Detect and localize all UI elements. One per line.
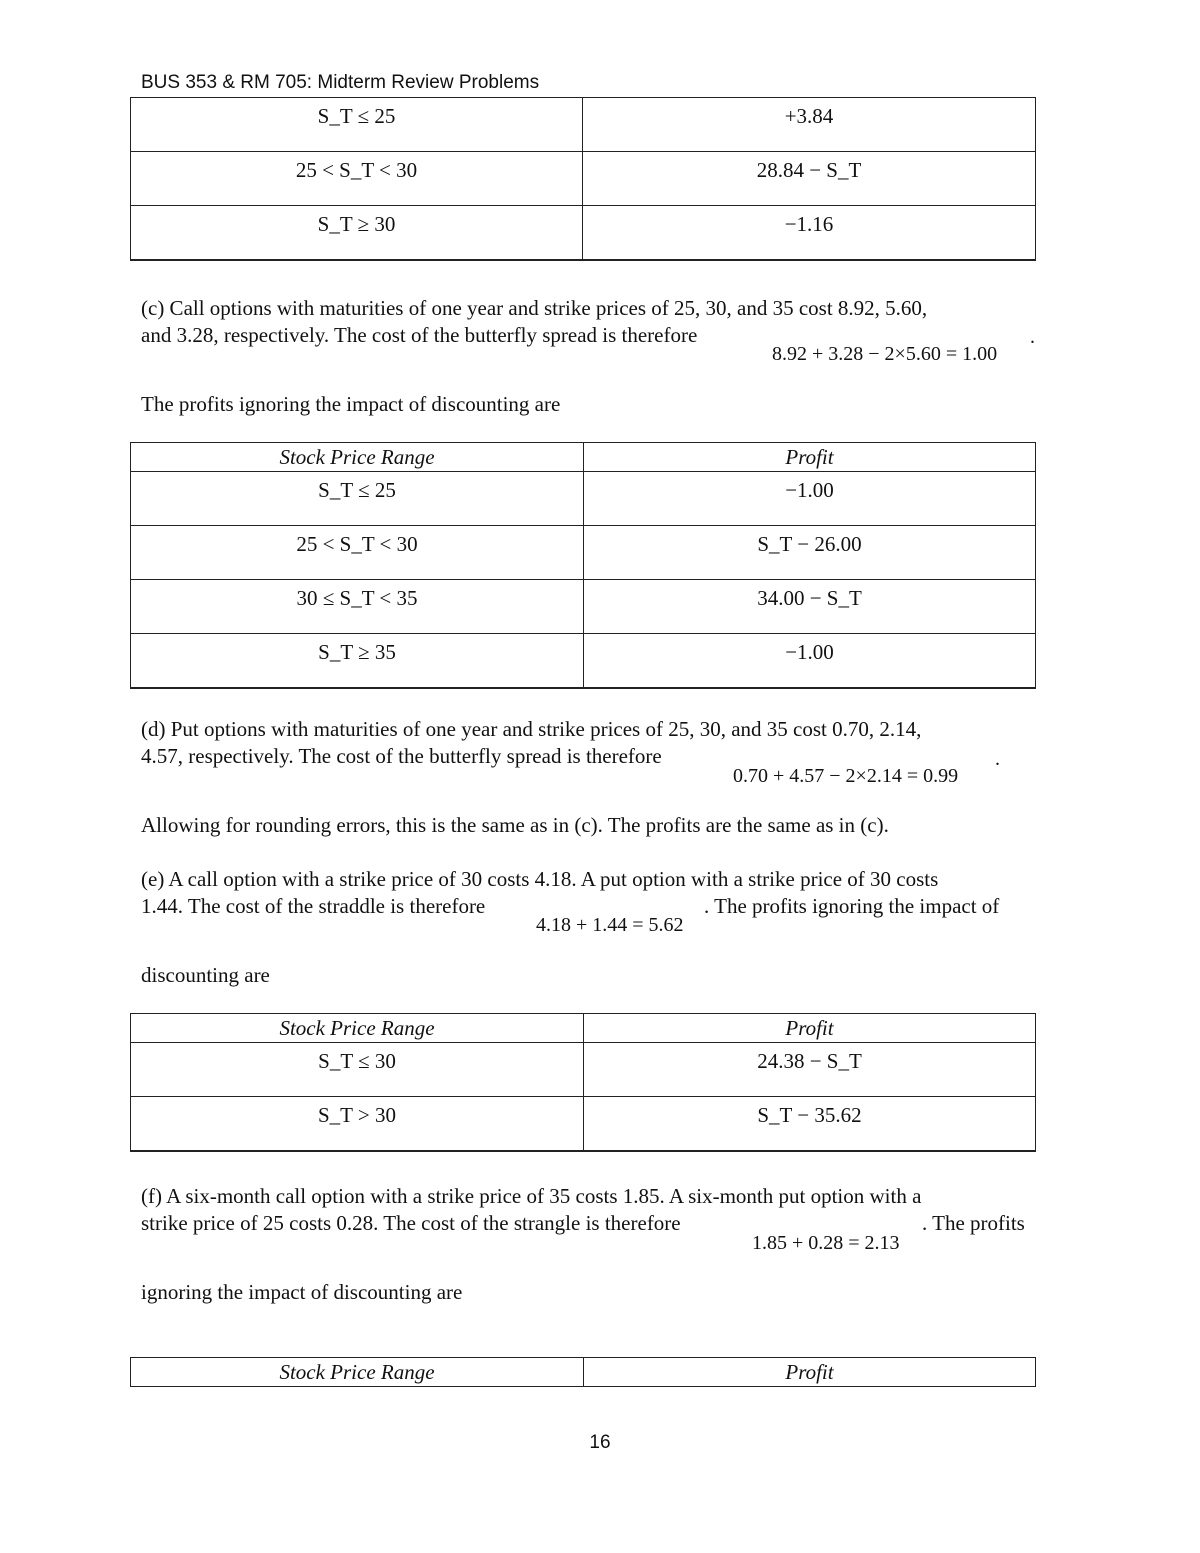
- table-row: [131, 98, 1036, 152]
- header-profit: Profit: [584, 1014, 1036, 1043]
- header-range: Stock Price Range: [131, 443, 584, 472]
- range-cell: S_T ≥ 35: [131, 634, 584, 688]
- part-e-line2b: . The profits ignoring the impact of: [704, 894, 1000, 918]
- range-cell: S_T ≤ 30: [131, 1043, 584, 1097]
- page-number: 16: [589, 1432, 611, 1453]
- table-row: [131, 1043, 1036, 1097]
- table-row: [131, 580, 1036, 634]
- part-f-line1: (f) A six-month call option with a strike price of 35 costs 1.85. A six-month put option with a: [141, 1184, 922, 1208]
- part-e-line2a: 1.44. The cost of the straddle is therefore: [141, 894, 486, 918]
- profit-cell: +3.84: [583, 98, 1036, 152]
- header-profit: Profit: [584, 443, 1036, 472]
- table-row: [131, 472, 1036, 526]
- header-profit: Profit: [584, 1358, 1036, 1387]
- range-cell: S_T ≤ 25: [131, 98, 583, 152]
- range-cell: 25 < S_T < 30: [131, 152, 583, 206]
- part-f-line2b: . The profits: [922, 1211, 1025, 1235]
- part-e-line1: (e) A call option with a strike price of 30 costs 4.18. A put option with a strike price of 30 costs: [141, 867, 939, 891]
- table-row: [131, 1097, 1036, 1151]
- part-c-equation: 8.92 + 3.28 − 2×5.60 = 1.00: [772, 343, 998, 365]
- page-header: BUS 353 & RM 705: Midterm Review Problems: [141, 72, 540, 93]
- profit-cell: 24.38 − S_T: [584, 1043, 1036, 1097]
- profit-table-c: [130, 442, 1036, 689]
- table-row: [131, 206, 1036, 260]
- part-c-profits-intro: The profits ignoring the impact of discounting are: [141, 392, 561, 416]
- range-cell: 25 < S_T < 30: [131, 526, 584, 580]
- table-header-row: [131, 443, 1036, 472]
- table-row: [131, 152, 1036, 206]
- part-f-line3: ignoring the impact of discounting are: [141, 1280, 463, 1304]
- profit-cell: S_T − 35.62: [584, 1097, 1036, 1151]
- part-d-note: Allowing for rounding errors, this is the same as in (c). The profits are the same as in (c).: [141, 813, 889, 837]
- range-cell: S_T ≥ 30: [131, 206, 583, 260]
- part-c-line2: and 3.28, respectively. The cost of the butterfly spread is therefore: [141, 323, 698, 347]
- table-row: [131, 634, 1036, 688]
- part-d-equation: 0.70 + 4.57 − 2×2.14 = 0.99: [733, 765, 959, 787]
- profit-cell: 28.84 − S_T: [583, 152, 1036, 206]
- part-f-equation: 1.85 + 0.28 = 2.13: [752, 1232, 900, 1254]
- period-mark: .: [995, 748, 1000, 770]
- part-e-equation: 4.18 + 1.44 = 5.62: [536, 914, 684, 936]
- payoff-table-b: [130, 97, 1036, 261]
- profit-cell: −1.00: [584, 634, 1036, 688]
- part-d-line2: 4.57, respectively. The cost of the butterfly spread is therefore: [141, 744, 662, 768]
- header-range: Stock Price Range: [131, 1358, 584, 1387]
- profit-table-f: [130, 1357, 1036, 1387]
- table-header-row: [131, 1358, 1036, 1387]
- table-header-row: [131, 1014, 1036, 1043]
- part-f-line2a: strike price of 25 costs 0.28. The cost of the strangle is therefore: [141, 1211, 681, 1235]
- profit-cell: S_T − 26.00: [584, 526, 1036, 580]
- profit-cell: −1.16: [583, 206, 1036, 260]
- part-e-line3: discounting are: [141, 963, 270, 987]
- header-range: Stock Price Range: [131, 1014, 584, 1043]
- profit-cell: −1.00: [584, 472, 1036, 526]
- profit-cell: 34.00 − S_T: [584, 580, 1036, 634]
- range-cell: S_T ≤ 25: [131, 472, 584, 526]
- part-d-line1: (d) Put options with maturities of one year and strike prices of 25, 30, and 35 cost 0.70, 2.14,: [141, 717, 922, 741]
- profit-table-e: [130, 1013, 1036, 1152]
- period-mark: .: [1030, 326, 1035, 348]
- table-row: [131, 526, 1036, 580]
- part-c-line1: (c) Call options with maturities of one year and strike prices of 25, 30, and 35 cost 8.92, 5.60,: [141, 296, 928, 320]
- range-cell: 30 ≤ S_T < 35: [131, 580, 584, 634]
- range-cell: S_T > 30: [131, 1097, 584, 1151]
